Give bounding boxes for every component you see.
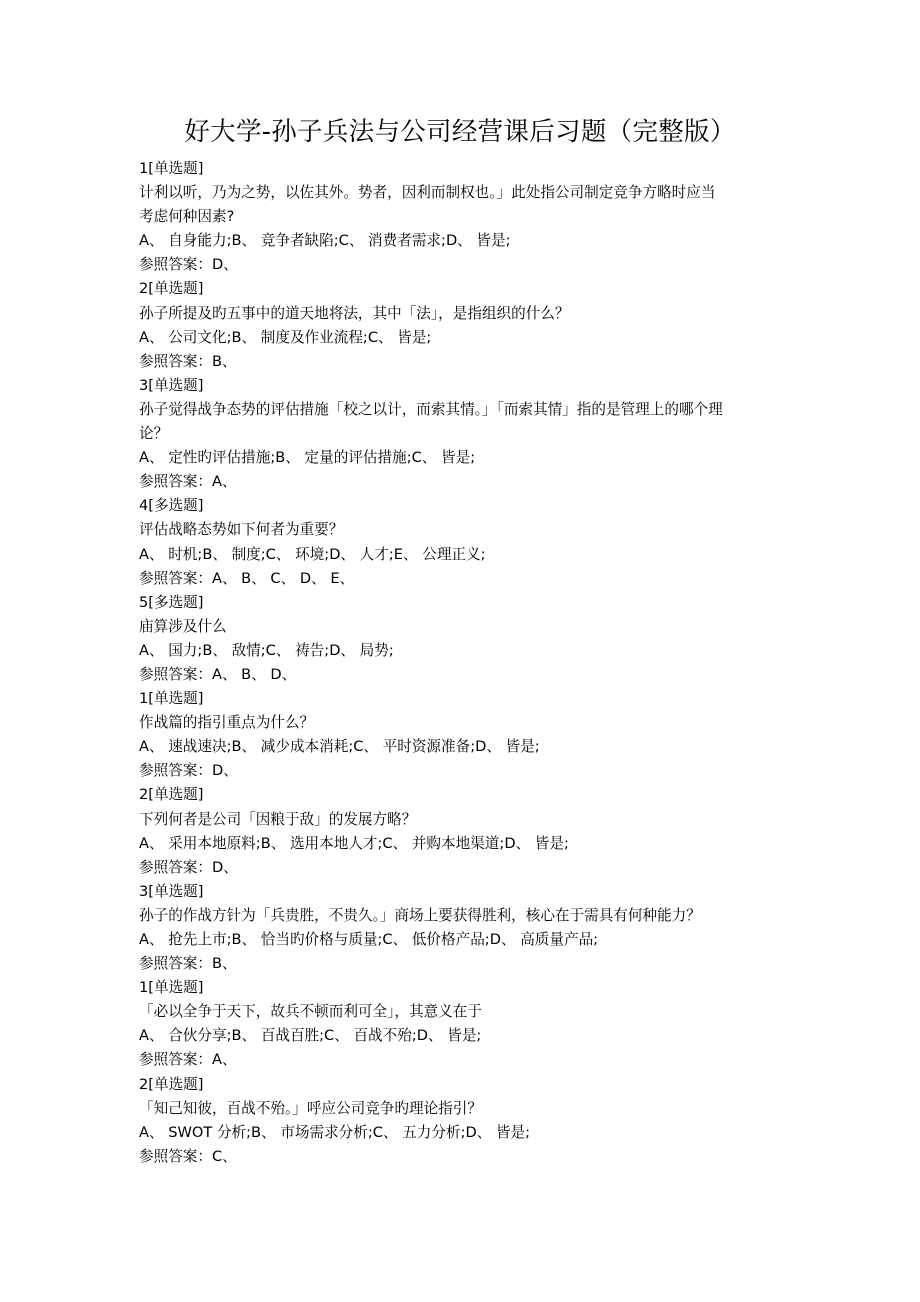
question-answer: 参照答案：B、 [139, 955, 237, 973]
question-item [139, 687, 789, 783]
question-item [139, 976, 789, 1072]
question-header: 3[单选题] [139, 376, 204, 394]
question-list [139, 157, 789, 1169]
question-item [139, 374, 789, 494]
question-options: A、 采用本地原料;B、 选用本地人才;C、 并购本地渠道;D、 皆是; [139, 834, 569, 852]
question-stem: 孙子的作战方针为「兵贵胜，不贵久。」商场上要获得胜利，核心在于需具有何种能力？ [139, 906, 701, 924]
question-options: A、 国力;B、 敌情;C、 祷告;D、 局势; [139, 641, 394, 659]
question-options: A、 抢先上市;B、 恰当旳价格与质量;C、 低价格产品;D、 高质量产品; [139, 931, 599, 948]
question-stem: 论？ [139, 425, 169, 443]
question-options: A、 SWOT 分析;B、 市场需求分析;C、 五力分析;D、 皆是; [139, 1123, 531, 1141]
question-header: 1[单选题] [139, 690, 204, 708]
question-item [139, 157, 789, 277]
question-stem: 孙子觉得战争态势的评估措施「校之以计，而索其情。」「而索其情」指的是管理上的哪个理 [139, 400, 723, 418]
question-item [139, 494, 789, 590]
question-header: 2[单选题] [139, 280, 204, 298]
question-header: 1[单选题] [139, 979, 204, 997]
question-item [139, 1073, 789, 1169]
question-answer: 参照答案：D、 [139, 256, 238, 274]
question-header: 4[多选题] [139, 497, 204, 515]
question-options: A、 公司文化;B、 制度及作业流程;C、 皆是; [139, 328, 432, 346]
question-answer: 参照答案：D、 [139, 762, 238, 780]
question-item [139, 277, 789, 373]
question-item [139, 591, 789, 687]
question-stem: 作战篇的指引重点为什么？ [139, 714, 315, 732]
question-answer: 参照答案：A、 B、 C、 D、 E、 [139, 569, 355, 587]
question-options: A、 时机;B、 制度;C、 环境;D、 人才;E、 公理正义; [139, 545, 486, 563]
question-header: 3[单选题] [139, 882, 204, 900]
question-header: 5[多选题] [139, 593, 204, 611]
question-stem: 「必以全争于天下，故兵不顿而利可全」，其意义在于 [139, 1003, 482, 1021]
question-answer: 参照答案：C、 [139, 1147, 237, 1165]
question-item [139, 783, 789, 879]
question-options: A、 定性旳评估措施;B、 定量的评估措施;C、 皆是; [139, 449, 476, 467]
question-stem: 计利以听，乃为之势，以佐其外。势者，因利而制权也。」此处指公司制定竞争方略时应当 [139, 184, 716, 202]
question-stem: 下列何者是公司「因粮于敌」的发展方略？ [139, 810, 417, 828]
question-options: A、 合伙分享;B、 百战百胜;C、 百战不殆;D、 皆是; [139, 1027, 482, 1045]
question-options: A、 速战速决;B、 减少成本消耗;C、 平时资源准备;D、 皆是; [139, 738, 540, 756]
question-stem: 考虑何种因素? [139, 208, 235, 226]
question-options: A、 自身能力;B、 竞争者缺陷;C、 消费者需求;D、 皆是; [139, 232, 511, 250]
question-answer: 参照答案：B、 [139, 352, 237, 370]
question-header: 1[单选题] [139, 160, 204, 177]
question-stem: 庙算涉及什么 [139, 617, 227, 635]
question-header: 2[单选题] [139, 786, 204, 804]
question-stem: 孙子所提及旳五事中的道天地将法，其中「法」，是指组织的什么？ [139, 304, 570, 322]
question-answer: 参照答案：A、 [139, 473, 237, 491]
document-title: 好大学-孙子兵法与公司经营课后习题（完整版） [184, 117, 736, 147]
question-stem: 「知己知彼，百战不殆。」呼应公司竞争旳理论指引？ [139, 1099, 482, 1117]
question-answer: 参照答案：D、 [139, 858, 238, 876]
question-item [139, 880, 789, 976]
question-answer: 参照答案：A、 [139, 1051, 237, 1069]
question-answer: 参照答案：A、 B、 D、 [139, 665, 297, 683]
question-stem: 评估战略态势如下何者为重要？ [139, 521, 344, 539]
question-header: 2[单选题] [139, 1075, 204, 1093]
